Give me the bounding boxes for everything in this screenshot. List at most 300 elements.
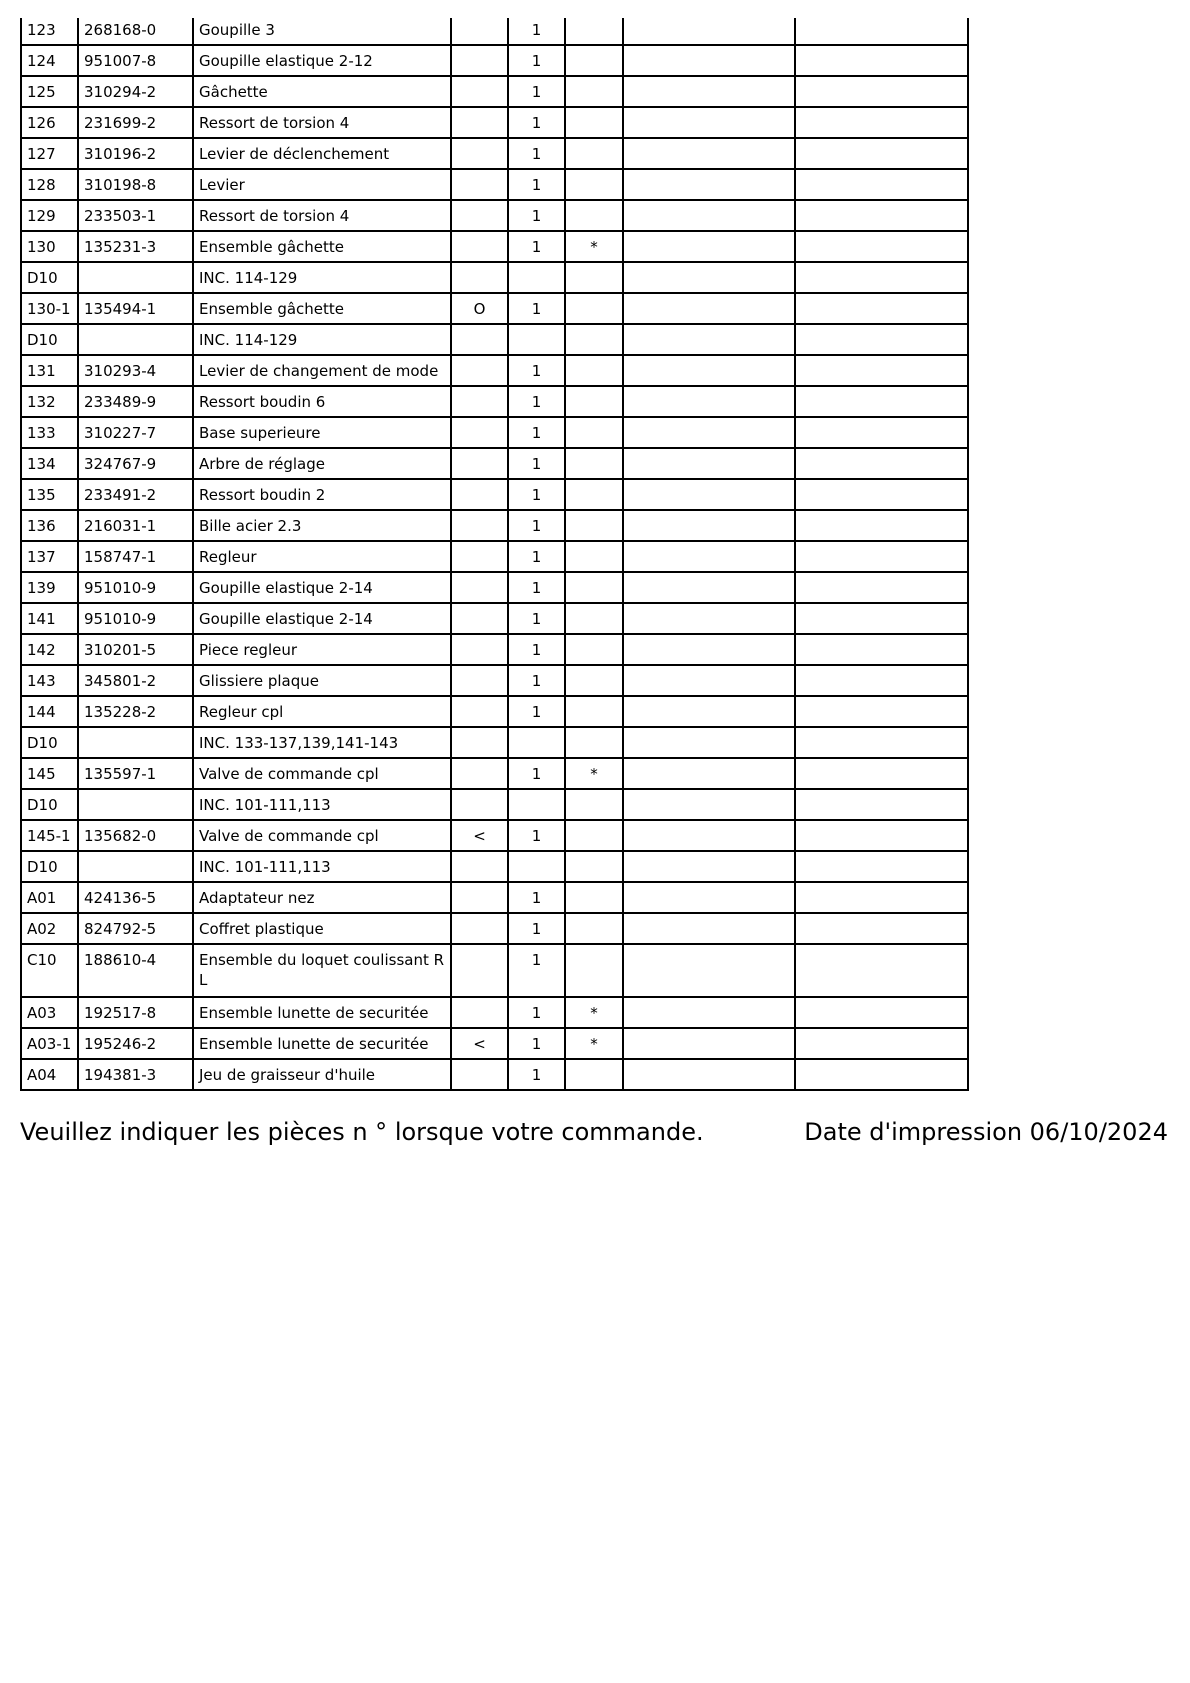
part-number-cell: D10 [21,324,78,355]
part-quantity-cell: 1 [508,355,565,386]
part-number-cell: A03-1 [21,1028,78,1059]
empty-cell [623,448,795,479]
table-row [21,200,968,231]
table-row [21,107,968,138]
empty-cell [795,572,968,603]
empty-cell [795,386,968,417]
empty-cell [795,200,968,231]
empty-cell [623,417,795,448]
part-quantity-cell: 1 [508,882,565,913]
part-mark-cell [451,169,508,200]
table-row [21,603,968,634]
empty-cell [623,944,795,997]
empty-cell [623,603,795,634]
part-code-cell: 951010-9 [78,603,193,634]
part-number-cell: 127 [21,138,78,169]
part-description-cell: Valve de commande cpl [193,820,451,851]
part-mark-cell [451,758,508,789]
empty-cell [623,386,795,417]
part-number-cell: A01 [21,882,78,913]
part-description-cell: Arbre de réglage [193,448,451,479]
part-description-cell: Ensemble du loquet coulissant R L [193,944,451,997]
empty-cell [623,727,795,758]
part-mark-cell [451,262,508,293]
part-note-cell [565,386,623,417]
part-description-cell: Ressort de torsion 4 [193,107,451,138]
table-row [21,417,968,448]
part-number-cell: 136 [21,510,78,541]
part-mark-cell [451,76,508,107]
part-mark-cell [451,913,508,944]
empty-cell [623,293,795,324]
part-quantity-cell [508,851,565,882]
table-row [21,479,968,510]
table-row [21,510,968,541]
empty-cell [623,696,795,727]
table-row [21,572,968,603]
empty-cell [623,262,795,293]
part-code-cell: 194381-3 [78,1059,193,1090]
part-note-cell [565,510,623,541]
empty-cell [795,417,968,448]
table-row [21,1059,968,1090]
part-number-cell: 144 [21,696,78,727]
part-note-cell [565,851,623,882]
empty-cell [795,138,968,169]
table-row [21,169,968,200]
part-mark-cell [451,448,508,479]
empty-cell [623,1059,795,1090]
part-code-cell: 345801-2 [78,665,193,696]
part-mark-cell: < [451,820,508,851]
part-number-cell: 123 [21,18,78,45]
empty-cell [795,696,968,727]
empty-cell [795,262,968,293]
empty-cell [623,355,795,386]
part-note-cell: * [565,997,623,1028]
empty-cell [623,45,795,76]
part-note-cell [565,200,623,231]
part-mark-cell [451,231,508,262]
table-row [21,231,968,262]
part-quantity-cell [508,727,565,758]
part-code-cell [78,262,193,293]
empty-cell [795,882,968,913]
part-code-cell: 310294-2 [78,76,193,107]
part-quantity-cell: 1 [508,107,565,138]
part-number-cell: A04 [21,1059,78,1090]
part-number-cell: 124 [21,45,78,76]
part-mark-cell [451,634,508,665]
part-note-cell [565,324,623,355]
part-code-cell: 310201-5 [78,634,193,665]
part-quantity-cell: 1 [508,665,565,696]
part-note-cell: * [565,758,623,789]
empty-cell [795,1059,968,1090]
part-note-cell [565,417,623,448]
part-quantity-cell: 1 [508,541,565,572]
empty-cell [623,76,795,107]
part-quantity-cell: 1 [508,572,565,603]
empty-cell [623,758,795,789]
part-quantity-cell: 1 [508,76,565,107]
empty-cell [795,448,968,479]
empty-cell [623,231,795,262]
parts-table [20,18,969,1091]
part-mark-cell [451,355,508,386]
empty-cell [795,76,968,107]
part-mark-cell [451,882,508,913]
empty-cell [623,18,795,45]
part-description-cell: INC. 114-129 [193,324,451,355]
table-row [21,634,968,665]
part-number-cell: 142 [21,634,78,665]
part-code-cell: 135494-1 [78,293,193,324]
empty-cell [623,851,795,882]
part-description-cell: Piece regleur [193,634,451,665]
part-quantity-cell [508,324,565,355]
part-mark-cell [451,665,508,696]
part-code-cell: 158747-1 [78,541,193,572]
part-mark-cell [451,572,508,603]
part-number-cell: 125 [21,76,78,107]
part-description-cell: INC. 133-137,139,141-143 [193,727,451,758]
part-description-cell: INC. 101-111,113 [193,851,451,882]
table-row [21,820,968,851]
empty-cell [795,727,968,758]
part-note-cell [565,820,623,851]
part-note-cell: * [565,231,623,262]
empty-cell [795,1028,968,1059]
part-description-cell: Coffret plastique [193,913,451,944]
part-note-cell [565,913,623,944]
part-number-cell: 133 [21,417,78,448]
parts-table-body [21,18,968,1090]
part-description-cell: Goupille elastique 2-14 [193,572,451,603]
part-code-cell: 310198-8 [78,169,193,200]
part-code-cell: 188610-4 [78,944,193,997]
table-row [21,262,968,293]
part-quantity-cell: 1 [508,200,565,231]
part-note-cell [565,355,623,386]
part-mark-cell [451,997,508,1028]
table-row [21,696,968,727]
part-number-cell: C10 [21,944,78,997]
part-description-cell: Ensemble gâchette [193,231,451,262]
part-description-cell: Ensemble lunette de securitée [193,997,451,1028]
part-mark-cell [451,541,508,572]
part-number-cell: D10 [21,789,78,820]
part-description-cell: Ressort de torsion 4 [193,200,451,231]
empty-cell [623,200,795,231]
part-quantity-cell: 1 [508,169,565,200]
part-mark-cell [451,45,508,76]
part-number-cell: 137 [21,541,78,572]
part-quantity-cell: 1 [508,1028,565,1059]
part-number-cell: 139 [21,572,78,603]
table-row [21,851,968,882]
part-description-cell: Glissiere plaque [193,665,451,696]
table-row [21,76,968,107]
part-description-cell: Jeu de graisseur d'huile [193,1059,451,1090]
empty-cell [795,324,968,355]
part-code-cell [78,851,193,882]
empty-cell [795,479,968,510]
empty-cell [623,789,795,820]
empty-cell [795,944,968,997]
part-number-cell: A03 [21,997,78,1028]
part-description-cell: Adaptateur nez [193,882,451,913]
empty-cell [623,634,795,665]
empty-cell [795,510,968,541]
table-row [21,758,968,789]
part-mark-cell [451,789,508,820]
part-mark-cell [451,944,508,997]
part-mark-cell [451,18,508,45]
part-quantity-cell: 1 [508,386,565,417]
part-quantity-cell: 1 [508,1059,565,1090]
part-description-cell: Regleur [193,541,451,572]
part-note-cell [565,138,623,169]
part-note-cell [565,634,623,665]
part-mark-cell [451,851,508,882]
part-code-cell [78,727,193,758]
print-date: Date d'impression 06/10/2024 [804,1118,1168,1146]
part-number-cell: A02 [21,913,78,944]
table-row [21,913,968,944]
part-quantity-cell: 1 [508,231,565,262]
part-code-cell: 135682-0 [78,820,193,851]
empty-cell [623,107,795,138]
part-quantity-cell: 1 [508,820,565,851]
part-number-cell: 126 [21,107,78,138]
part-code-cell: 231699-2 [78,107,193,138]
part-description-cell: INC. 114-129 [193,262,451,293]
part-code-cell: 233503-1 [78,200,193,231]
part-note-cell [565,603,623,634]
part-mark-cell [451,417,508,448]
part-code-cell: 310227-7 [78,417,193,448]
order-note: Veuillez indiquer les pièces n ° lorsque votre commande. [20,1118,704,1146]
table-row [21,727,968,758]
part-note-cell [565,541,623,572]
part-description-cell: Base superieure [193,417,451,448]
part-quantity-cell: 1 [508,603,565,634]
part-mark-cell [451,386,508,417]
part-note-cell [565,882,623,913]
part-note-cell [565,1059,623,1090]
empty-cell [623,1028,795,1059]
part-description-cell: Ressort boudin 6 [193,386,451,417]
empty-cell [623,541,795,572]
part-number-cell: 141 [21,603,78,634]
part-note-cell [565,107,623,138]
table-row [21,45,968,76]
part-code-cell: 135231-3 [78,231,193,262]
part-note-cell [565,293,623,324]
empty-cell [795,634,968,665]
part-mark-cell [451,324,508,355]
empty-cell [795,913,968,944]
part-quantity-cell: 1 [508,138,565,169]
part-code-cell: 135597-1 [78,758,193,789]
part-description-cell: Valve de commande cpl [193,758,451,789]
empty-cell [795,820,968,851]
part-description-cell: Ensemble gâchette [193,293,451,324]
table-row [21,386,968,417]
empty-cell [795,541,968,572]
empty-cell [623,913,795,944]
part-number-cell: D10 [21,262,78,293]
part-note-cell: * [565,1028,623,1059]
part-note-cell [565,665,623,696]
empty-cell [623,997,795,1028]
empty-cell [795,789,968,820]
part-quantity-cell: 1 [508,293,565,324]
part-quantity-cell: 1 [508,944,565,997]
part-code-cell: 192517-8 [78,997,193,1028]
part-code-cell: 195246-2 [78,1028,193,1059]
part-mark-cell [451,603,508,634]
part-note-cell [565,727,623,758]
part-mark-cell [451,200,508,231]
part-note-cell [565,479,623,510]
part-code-cell [78,789,193,820]
empty-cell [795,18,968,45]
part-quantity-cell: 1 [508,913,565,944]
part-description-cell: Ressort boudin 2 [193,479,451,510]
part-number-cell: 145 [21,758,78,789]
empty-cell [795,758,968,789]
part-description-cell: Gâchette [193,76,451,107]
empty-cell [623,882,795,913]
part-code-cell: 324767-9 [78,448,193,479]
part-code-cell: 268168-0 [78,18,193,45]
part-number-cell: 130-1 [21,293,78,324]
empty-cell [623,324,795,355]
part-description-cell: Ensemble lunette de securitée [193,1028,451,1059]
table-row [21,997,968,1028]
empty-cell [795,107,968,138]
table-row [21,355,968,386]
part-mark-cell [451,727,508,758]
table-row [21,882,968,913]
part-code-cell: 424136-5 [78,882,193,913]
empty-cell [623,138,795,169]
table-row [21,448,968,479]
part-number-cell: 143 [21,665,78,696]
table-row [21,944,968,997]
part-code-cell: 951010-9 [78,572,193,603]
empty-cell [795,293,968,324]
part-note-cell [565,572,623,603]
part-quantity-cell: 1 [508,417,565,448]
empty-cell [795,997,968,1028]
part-note-cell [565,696,623,727]
part-number-cell: 135 [21,479,78,510]
part-note-cell [565,169,623,200]
part-number-cell: 128 [21,169,78,200]
empty-cell [623,820,795,851]
part-number-cell: 129 [21,200,78,231]
part-description-cell: Goupille 3 [193,18,451,45]
part-code-cell: 135228-2 [78,696,193,727]
part-number-cell: D10 [21,727,78,758]
part-quantity-cell: 1 [508,997,565,1028]
part-quantity-cell: 1 [508,45,565,76]
part-mark-cell [451,107,508,138]
empty-cell [795,355,968,386]
part-note-cell [565,262,623,293]
part-note-cell [565,789,623,820]
part-description-cell: Goupille elastique 2-12 [193,45,451,76]
empty-cell [623,665,795,696]
part-mark-cell [451,510,508,541]
table-row [21,138,968,169]
table-row [21,541,968,572]
empty-cell [795,45,968,76]
part-note-cell [565,448,623,479]
part-number-cell: 134 [21,448,78,479]
part-note-cell [565,18,623,45]
part-quantity-cell: 1 [508,448,565,479]
part-code-cell: 233489-9 [78,386,193,417]
part-description-cell: Goupille elastique 2-14 [193,603,451,634]
part-note-cell [565,45,623,76]
part-quantity-cell: 1 [508,696,565,727]
part-code-cell: 310293-4 [78,355,193,386]
part-code-cell: 824792-5 [78,913,193,944]
part-number-cell: 131 [21,355,78,386]
part-number-cell: 130 [21,231,78,262]
table-row [21,789,968,820]
empty-cell [623,169,795,200]
part-code-cell: 233491-2 [78,479,193,510]
part-mark-cell [451,696,508,727]
table-row [21,293,968,324]
part-quantity-cell: 1 [508,18,565,45]
part-mark-cell: O [451,293,508,324]
part-code-cell: 310196-2 [78,138,193,169]
part-quantity-cell: 1 [508,634,565,665]
part-number-cell: 145-1 [21,820,78,851]
part-note-cell [565,944,623,997]
part-description-cell: Levier [193,169,451,200]
part-description-cell: Bille acier 2.3 [193,510,451,541]
part-note-cell [565,76,623,107]
part-quantity-cell: 1 [508,479,565,510]
empty-cell [623,479,795,510]
part-description-cell: INC. 101-111,113 [193,789,451,820]
empty-cell [795,231,968,262]
part-description-cell: Regleur cpl [193,696,451,727]
part-code-cell: 951007-8 [78,45,193,76]
part-number-cell: D10 [21,851,78,882]
empty-cell [795,851,968,882]
empty-cell [623,572,795,603]
empty-cell [795,665,968,696]
part-code-cell: 216031-1 [78,510,193,541]
part-mark-cell [451,479,508,510]
table-row [21,324,968,355]
table-row [21,1028,968,1059]
part-description-cell: Levier de changement de mode [193,355,451,386]
empty-cell [623,510,795,541]
empty-cell [795,603,968,634]
table-row [21,18,968,45]
part-number-cell: 132 [21,386,78,417]
part-mark-cell [451,1059,508,1090]
